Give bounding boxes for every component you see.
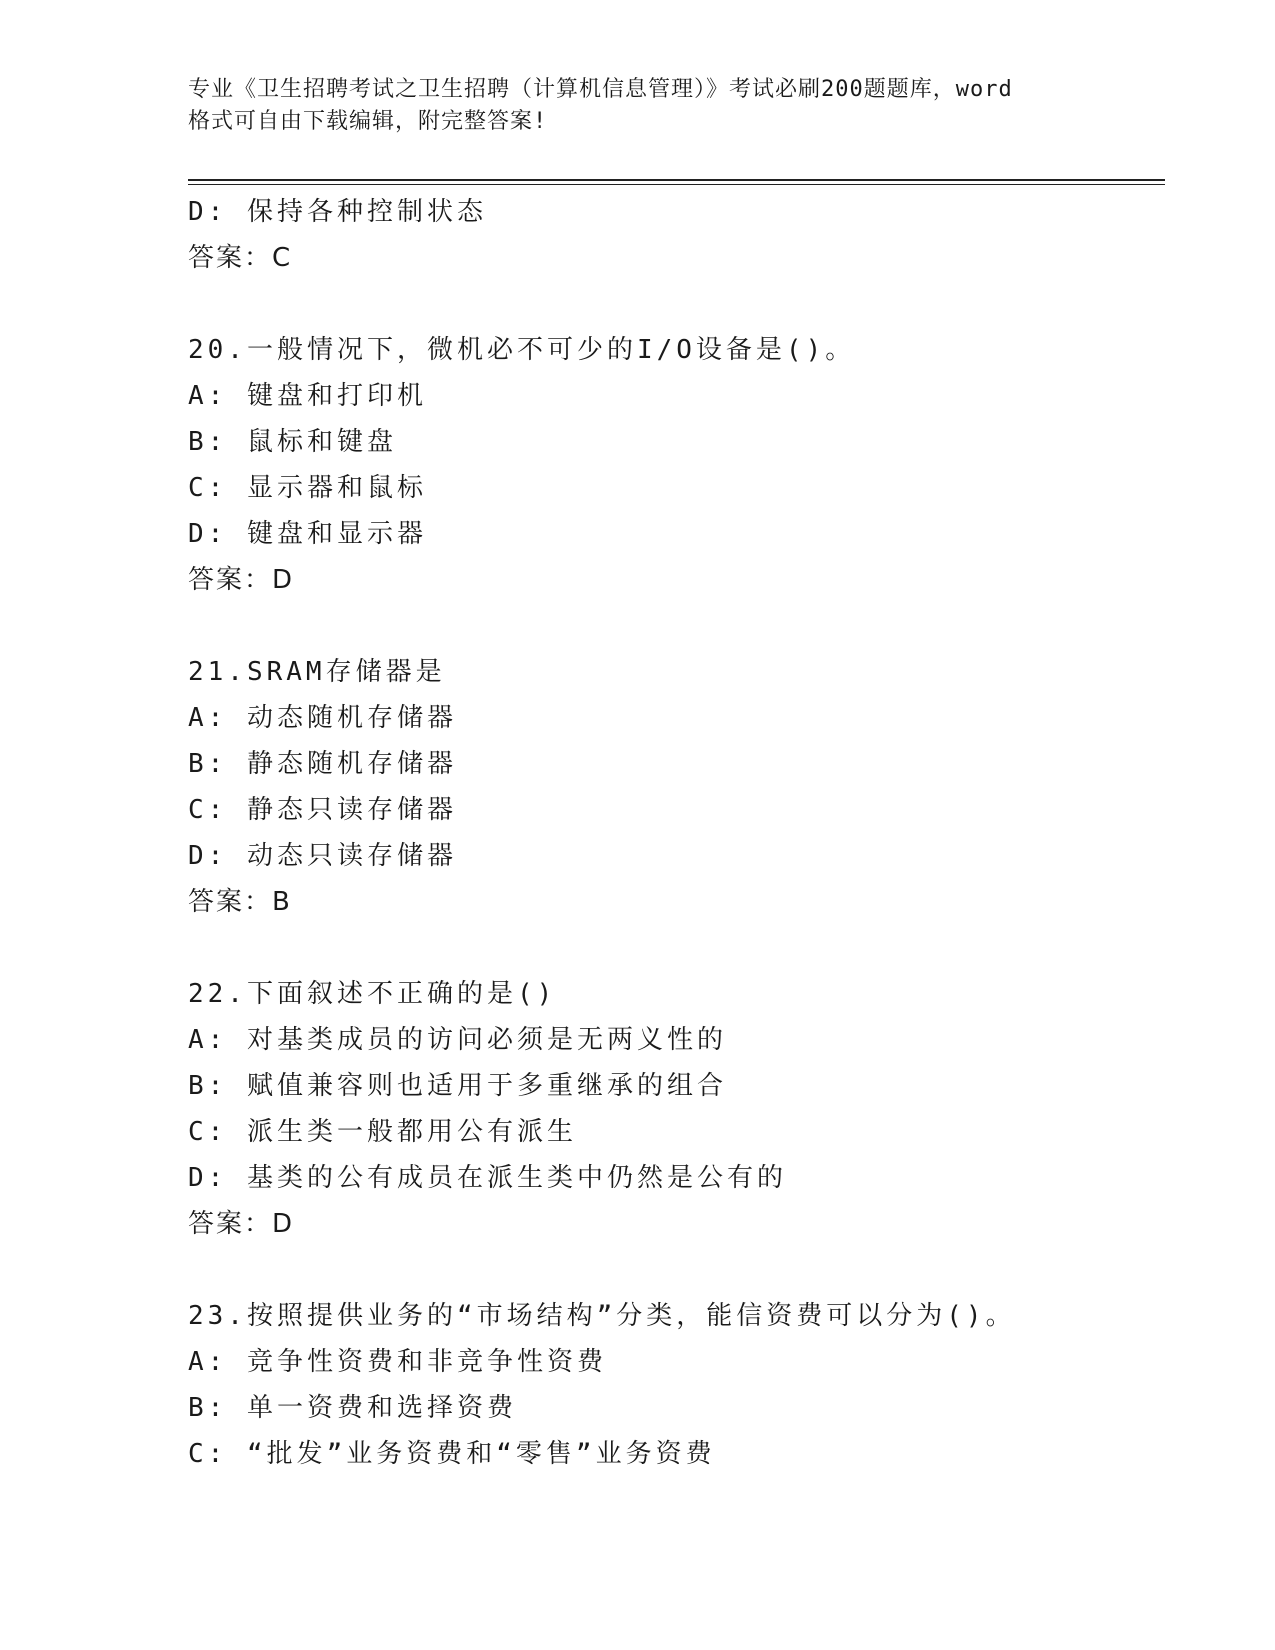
header-divider-thick — [188, 179, 1165, 181]
option-a: A: 动态随机存储器 — [188, 703, 457, 733]
option-d: D: 动态只读存储器 — [188, 841, 457, 871]
answer-line: 答案：D — [188, 1209, 295, 1239]
option-d: D: 保持各种控制状态 — [188, 197, 487, 227]
question-stem: 21.SRAM存储器是 — [188, 657, 446, 687]
question-stem: 22.下面叙述不正确的是() — [188, 979, 557, 1009]
option-c: C: 静态只读存储器 — [188, 795, 457, 825]
option-b: B: 静态随机存储器 — [188, 749, 457, 779]
question-list — [188, 189, 1188, 1477]
question-stem: 20.一般情况下，微机必不可少的I/O设备是()。 — [188, 335, 856, 365]
question-block-22 — [188, 971, 1188, 1247]
option-b: B: 单一资费和选择资费 — [188, 1393, 517, 1423]
option-a: A: 对基类成员的访问必须是无两义性的 — [188, 1025, 727, 1055]
option-b: B: 鼠标和键盘 — [188, 427, 397, 457]
question-block-23 — [188, 1293, 1188, 1477]
answer-line: 答案：D — [188, 565, 295, 595]
option-d: D: 键盘和显示器 — [188, 519, 427, 549]
option-a: A: 键盘和打印机 — [188, 381, 427, 411]
question-block-21 — [188, 649, 1188, 925]
question-stem: 23.按照提供业务的“市场结构”分类，能信资费可以分为()。 — [188, 1301, 1016, 1331]
question-block-20 — [188, 327, 1188, 603]
document-header — [188, 74, 1088, 138]
option-a: A: 竞争性资费和非竞争性资费 — [188, 1347, 607, 1377]
option-b: B: 赋值兼容则也适用于多重继承的组合 — [188, 1071, 727, 1101]
option-d: D: 基类的公有成员在派生类中仍然是公有的 — [188, 1163, 787, 1193]
header-line-2: 格式可自由下载编辑，附完整答案! — [188, 109, 548, 134]
answer-line: 答案：C — [188, 243, 293, 273]
option-c: C: 显示器和鼠标 — [188, 473, 427, 503]
option-c: C: 派生类一般都用公有派生 — [188, 1117, 577, 1147]
option-c: C: “批发”业务资费和“零售”业务资费 — [188, 1439, 716, 1469]
header-divider-thin — [188, 184, 1165, 185]
answer-line: 答案：B — [188, 887, 292, 917]
header-line-1: 专业《卫生招聘考试之卫生招聘（计算机信息管理）》考试必刷200题题库，word — [188, 77, 1013, 102]
